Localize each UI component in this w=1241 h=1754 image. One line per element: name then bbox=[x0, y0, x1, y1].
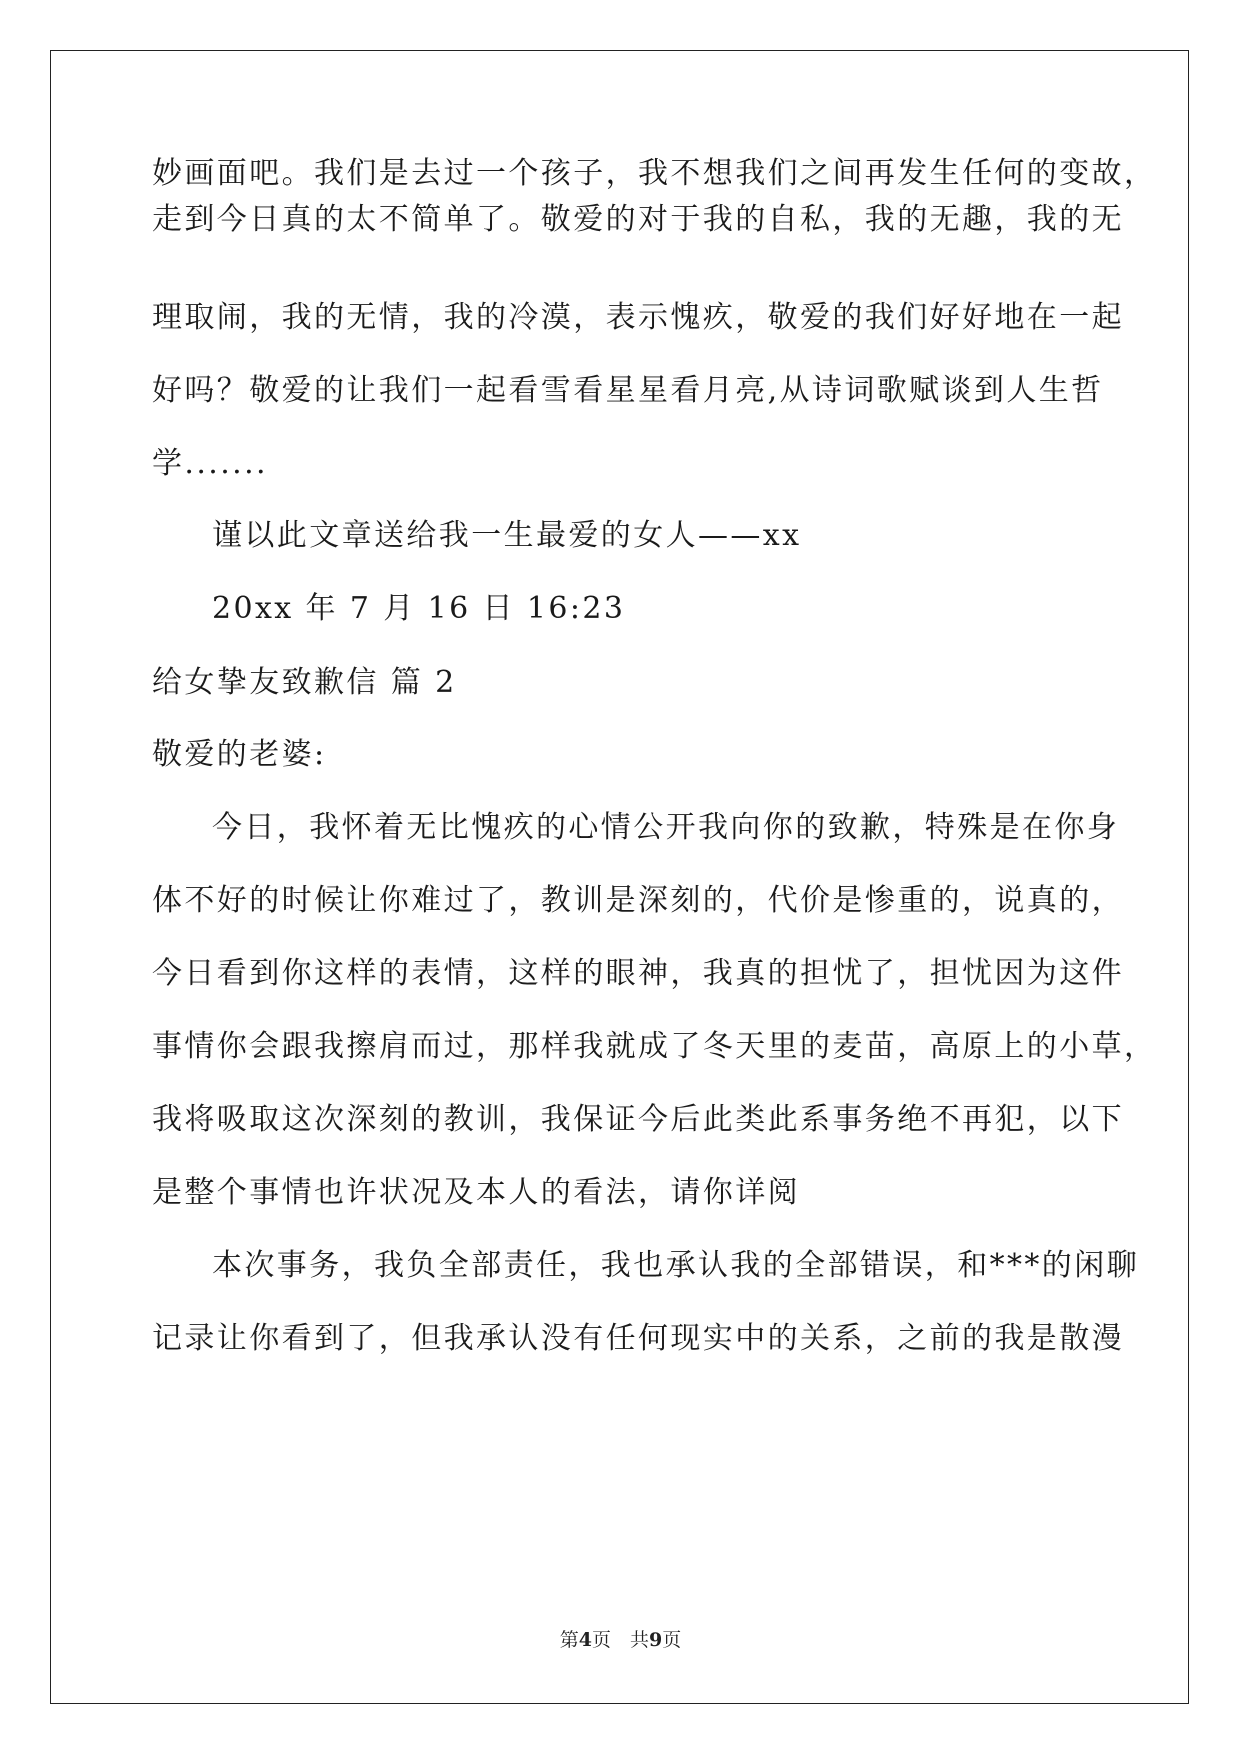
body-line: 今日看到你这样的表情，这样的眼神，我真的担忧了，担忧因为这件 bbox=[152, 956, 1124, 991]
body-line: 事情你会跟我擦肩而过，那样我就成了冬天里的麦苗，高原上的小草， bbox=[152, 1029, 1157, 1064]
body-line: 理取闹，我的无情，我的冷漠，表示愧疚，敬爱的我们好好地在一起 bbox=[152, 300, 1124, 335]
body-line: 记录让你看到了，但我承认没有任何现实中的关系，之前的我是散漫 bbox=[152, 1321, 1124, 1356]
body-line: 本次事务，我负全部责任，我也承认我的全部错误，和***的闲聊 bbox=[212, 1248, 1139, 1283]
date-line: 20xx 年 7 月 16 日 16:23 bbox=[212, 591, 626, 626]
body-line: 学....... bbox=[152, 446, 268, 481]
footer-prefix: 第 bbox=[559, 1629, 579, 1651]
section-heading: 给女挚友致歉信 篇 2 bbox=[152, 665, 457, 700]
footer-total-pages: 9 bbox=[649, 1629, 663, 1651]
body-line: 体不好的时候让你难过了，教训是深刻的，代价是惨重的，说真的， bbox=[152, 883, 1124, 918]
body-line: 走到今日真的太不简单了。敬爱的对于我的自私，我的无趣，我的无 bbox=[152, 202, 1124, 237]
footer-current-page: 4 bbox=[578, 1629, 592, 1651]
footer-suffix: 页 bbox=[662, 1629, 682, 1651]
dedication-line: 谨以此文章送给我一生最爱的女人——xx bbox=[212, 518, 802, 553]
body-line: 妙画面吧。我们是去过一个孩子，我不想我们之间再发生任何的变故， bbox=[152, 156, 1157, 191]
body-line: 我将吸取这次深刻的教训，我保证今后此类此系事务绝不再犯，以下 bbox=[152, 1102, 1124, 1137]
body-line: 今日，我怀着无比愧疚的心情公开我向你的致歉，特殊是在你身 bbox=[212, 810, 1120, 845]
body-line: 好吗？敬爱的让我们一起看雪看星星看月亮,从诗词歌赋谈到人生哲 bbox=[152, 373, 1104, 408]
page-footer bbox=[0, 1628, 1241, 1652]
body-line: 是整个事情也许状况及本人的看法，请你详阅 bbox=[152, 1175, 800, 1210]
footer-middle: 页 共 bbox=[591, 1629, 649, 1651]
salutation: 敬爱的老婆: bbox=[152, 737, 327, 772]
